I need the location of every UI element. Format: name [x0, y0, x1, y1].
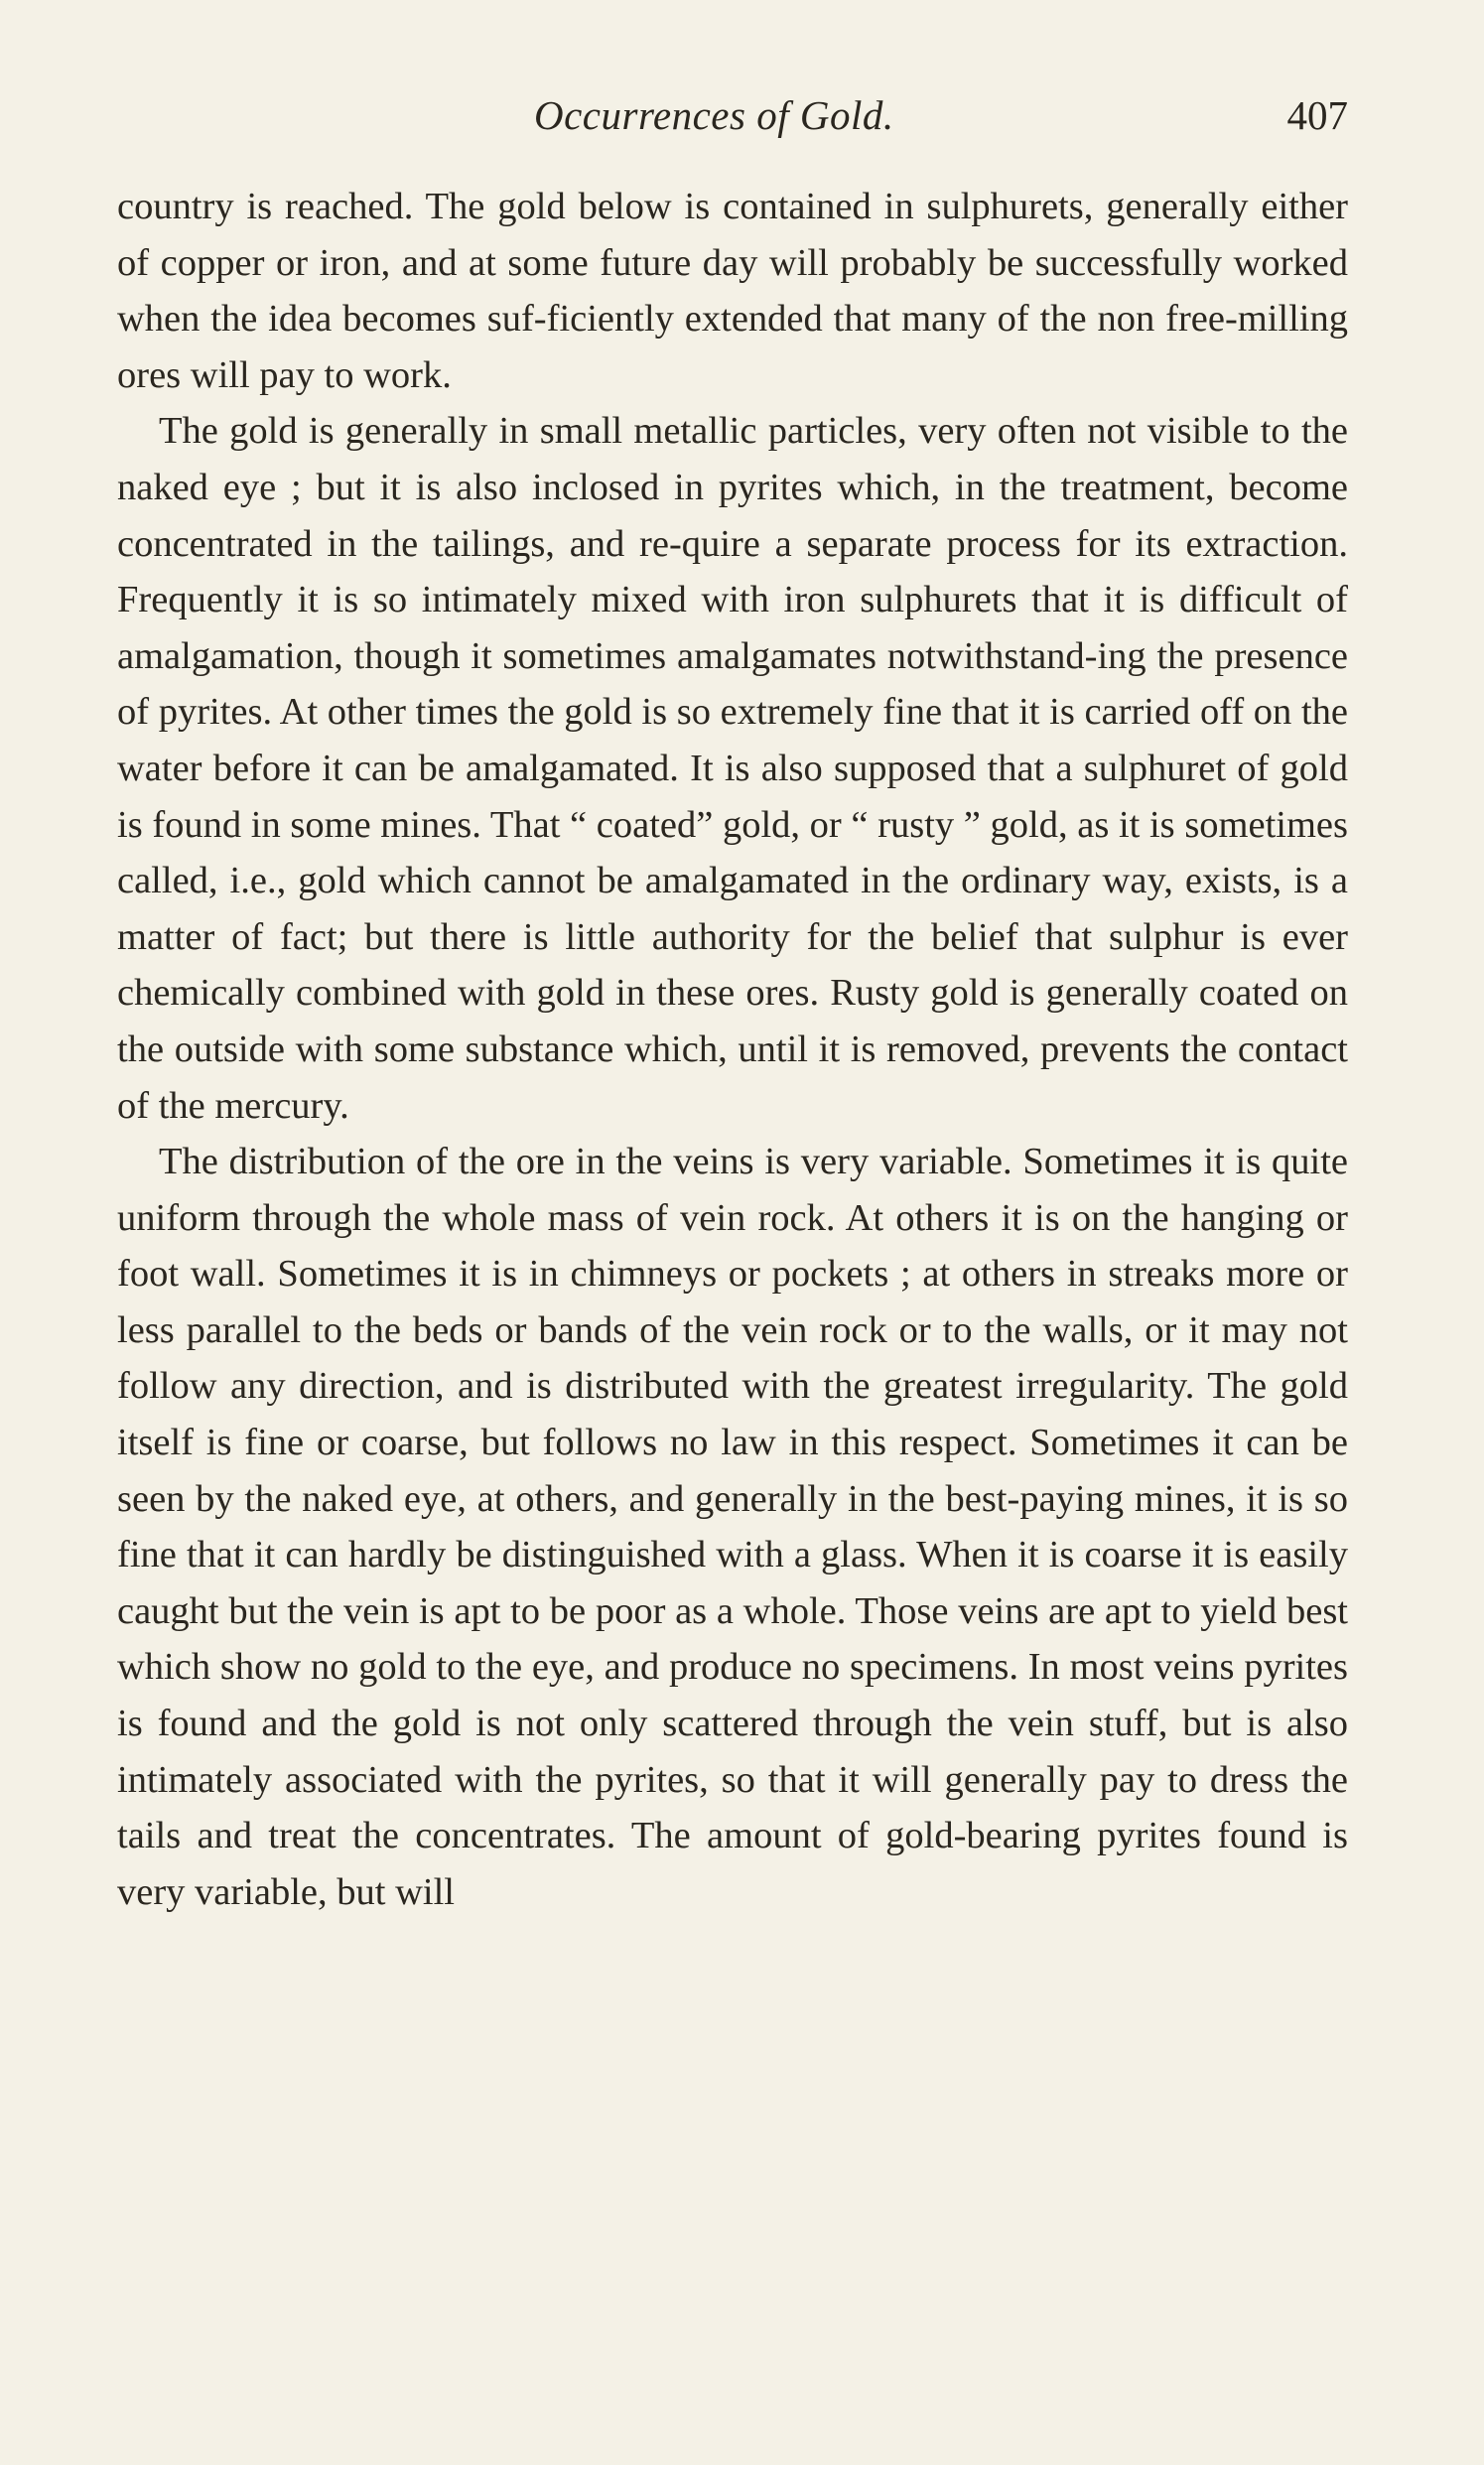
paragraph: The gold is generally in small metallic particles, very often not visible to the naked eye ; but it is also inclosed in pyrites which, in the treatment, become concentrated in the tailings, and re-quire a separate process for its extraction. Frequently it is so intimately mixed with iron sulphurets that it is difficult of amalgamation, though it sometimes amalgamates notwithstand-ing the presence of pyrites. At other times the gold is so extremely fine that it is carried off on the water before it can be amalgamated. It is also supposed that a sulphuret of gold is found in some mines. That “ coated” gold, or “ rusty ” gold, as it is sometimes called, i.e., gold which cannot be amalgamated in the ordinary way, exists, is a matter of fact; but there is little authority for the belief that sulphur is ever chemically combined with gold in these ores. Rusty gold is generally coated on the outside with some substance which, until it is removed, prevents the contact of the mercury.	[117, 410, 1348, 1127]
body-text	[117, 179, 1348, 1920]
page-header	[117, 91, 1348, 151]
running-title: Occurrences of Gold.	[534, 92, 894, 138]
page-number: 407	[1286, 92, 1348, 138]
paragraph: country is reached. The gold below is contained in sulphurets, generally either of copper or iron, and at some future day will probably be successfully worked when the idea becomes suf-ficiently extended that many of the non free-milling ores will pay to work.	[117, 186, 1348, 396]
paragraph: The distribution of the ore in the veins is very variable. Sometimes it is quite uniform through the whole mass of vein rock. At others it is on the hanging or foot wall. Sometimes it is in chimneys or pockets ; at others in streaks more or less parallel to the beds or bands of the vein rock or to the walls, or it may not follow any direction, and is distributed with the greatest irregularity. The gold itself is fine or coarse, but follows no law in this respect. Sometimes it can be seen by the naked eye, at others, and generally in the best-paying mines, it is so fine that it can hardly be distinguished with a glass. When it is coarse it is easily caught but the vein is apt to be poor as a whole. Those veins are apt to yield best which show no gold to the eye, and produce no specimens. In most veins pyrites is found and the gold is not only scattered through the vein stuff, but is also intimately associated with the pyrites, so that it will generally pay to dress the tails and treat the concentrates. The amount of gold-bearing pyrites found is very variable, but will	[117, 1141, 1348, 1913]
